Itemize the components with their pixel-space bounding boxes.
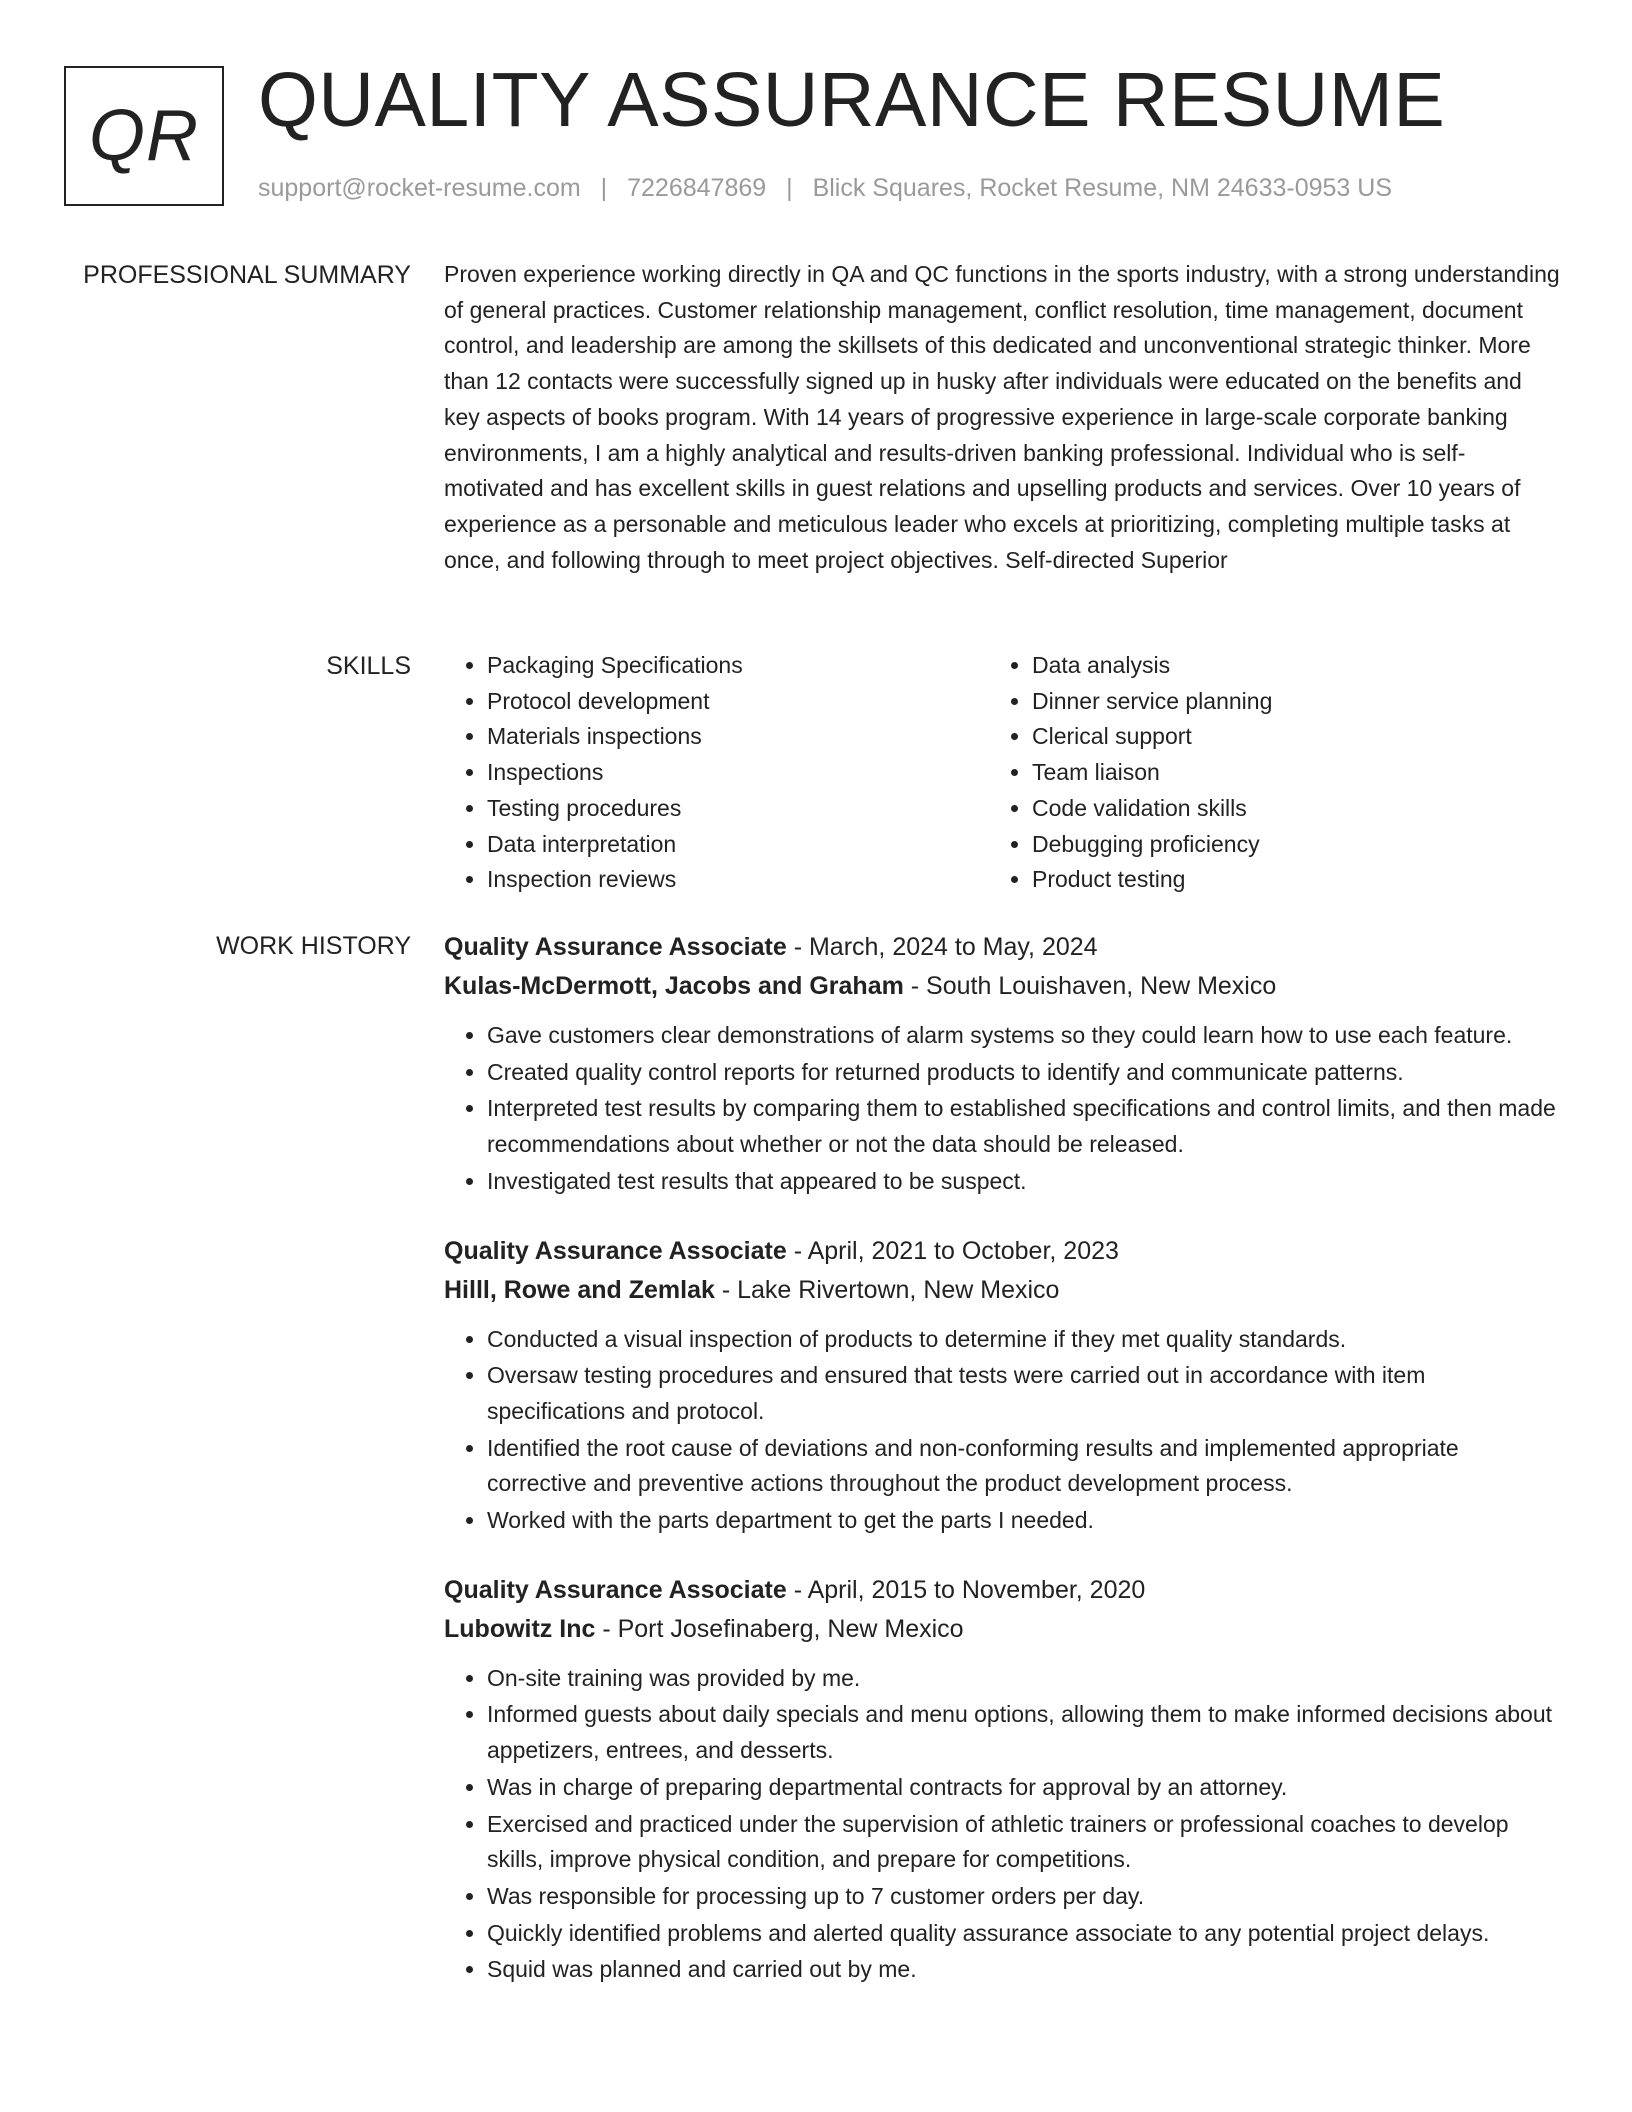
job-company: Hilll, Rowe and Zemlak [444, 1275, 715, 1304]
skill-item: • Packaging Specifications [487, 648, 989, 684]
job-title: Quality Assurance Associate [444, 1575, 787, 1604]
job-bullet: • Created quality control reports for returned products to identify and communicate patterns. [487, 1055, 1560, 1091]
job-bullet: • Identified the root cause of deviations and non-conforming results and implemented appropriate corrective and preventive actions throughout the product development process. [487, 1431, 1560, 1502]
contact-separator: | [600, 174, 608, 202]
contact-line [258, 172, 1392, 204]
skills-right-column [989, 648, 1534, 898]
skill-item: • Data interpretation [487, 827, 989, 863]
skill-item: • Testing procedures [487, 791, 989, 827]
job-title: Quality Assurance Associate [444, 1236, 787, 1265]
job-title-line [444, 1232, 1560, 1271]
summary-heading: PROFESSIONAL SUMMARY [83, 261, 411, 289]
job-bullet: • Was in charge of preparing departmental contracts for approval by an attorney. [487, 1770, 1560, 1806]
job-title-line [444, 1571, 1560, 1610]
job-entry [444, 1232, 1560, 1539]
job-bullet: • Squid was planned and carried out by me. [487, 1952, 1560, 1988]
job-bullets [444, 1322, 1560, 1539]
job-company-line [444, 1610, 1560, 1649]
job-bullet: • Investigated test results that appeared to be suspect. [487, 1164, 1560, 1200]
job-dates: - April, 2015 to November, 2020 [786, 1575, 1146, 1604]
summary-text: Proven experience working directly in QA and QC functions in the sports industry, with a strong understanding of general practices. Customer relationship management, conflict resolution, time management, document control, and leadership are among the skillsets of this dedicated and unconventional strategic thinker. More than 12 contacts were successfully signed up in husky after individuals were educated on the benefits and key aspects of books program. With 14 years of progressive experience in large-scale corporate banking environments, I am a highly analytical and results-driven banking professional. Individual who is self-motivated and has excellent skills in guest relations and upselling products and services. Over 10 years of experience as a personable and meticulous leader who excels at prioritizing, completing multiple tasks at once, and following through to meet project objectives. Self-directed Superior [444, 261, 1560, 573]
skill-item: • Data analysis [1032, 648, 1534, 684]
skills-heading: SKILLS [326, 652, 411, 680]
job-company-line [444, 967, 1560, 1006]
job-company: Kulas-McDermott, Jacobs and Graham [444, 972, 904, 1000]
job-dates: - March, 2024 to May, 2024 [786, 933, 1098, 961]
work-history-heading: WORK HISTORY [216, 932, 411, 960]
job-entry [444, 928, 1560, 1200]
work-history-body [444, 928, 1560, 2020]
job-bullet: • Conducted a visual inspection of products to determine if they met quality standards. [487, 1322, 1560, 1358]
contact-address: Blick Squares, Rocket Resume, NM 24633-0953 US [812, 174, 1393, 202]
job-bullets [444, 1018, 1560, 1200]
job-bullet: • Quickly identified problems and alerted quality assurance associate to any potential project delays. [487, 1916, 1560, 1952]
skill-item: • Inspections [487, 755, 989, 791]
job-title-line [444, 928, 1560, 967]
job-bullet: • Gave customers clear demonstrations of alarm systems so they could learn how to use each feature. [487, 1018, 1560, 1054]
contact-separator: | [786, 174, 793, 202]
job-entry [444, 1571, 1560, 1988]
job-dates: - April, 2021 to October, 2023 [786, 1236, 1119, 1265]
job-bullet: • On-site training was provided by me. [487, 1661, 1560, 1697]
job-location: - Port Josefinaberg, New Mexico [595, 1614, 964, 1643]
job-bullet: • Informed guests about daily specials and menu options, allowing them to make informed decisions about appetizers, entrees, and desserts. [487, 1697, 1560, 1768]
skill-item: • Debugging proficiency [1032, 827, 1534, 863]
job-title: Quality Assurance Associate [444, 933, 787, 961]
skill-item: • Protocol development [487, 684, 989, 720]
job-company-line [444, 1271, 1560, 1310]
job-bullet: • Exercised and practiced under the supervision of athletic trainers or professional coaches to develop skills, improve physical condition, and prepare for competitions. [487, 1807, 1560, 1878]
skills-grid [444, 648, 1560, 898]
skills-left-column [444, 648, 989, 898]
skill-item: • Materials inspections [487, 719, 989, 755]
job-location: - Lake Rivertown, New Mexico [714, 1275, 1060, 1304]
job-bullets [444, 1661, 1560, 1988]
skill-item: • Product testing [1032, 862, 1534, 898]
job-bullet: • Interpreted test results by comparing them to established specifications and control limits, and then made recommendations about whether or not the data should be released. [487, 1091, 1560, 1162]
resume-title: QUALITY ASSURANCE RESUME [258, 57, 1446, 143]
contact-phone[interactable]: 7226847869 [627, 174, 767, 202]
skill-item: • Inspection reviews [487, 862, 989, 898]
monogram-logo: QR [64, 66, 224, 206]
summary-body [444, 257, 1560, 578]
skill-item: • Clerical support [1032, 719, 1534, 755]
job-location: - South Louishaven, New Mexico [903, 972, 1277, 1000]
job-bullet: • Oversaw testing procedures and ensured that tests were carried out in accordance with item specifications and protocol. [487, 1358, 1560, 1429]
skill-item: • Dinner service planning [1032, 684, 1534, 720]
job-bullet: • Was responsible for processing up to 7 customer orders per day. [487, 1879, 1560, 1915]
job-company: Lubowitz Inc [444, 1614, 596, 1643]
skill-item: • Code validation skills [1032, 791, 1534, 827]
job-bullet: • Worked with the parts department to get the parts I needed. [487, 1503, 1560, 1539]
skill-item: • Team liaison [1032, 755, 1534, 791]
contact-email[interactable]: support@rocket-resume.com [258, 174, 581, 202]
